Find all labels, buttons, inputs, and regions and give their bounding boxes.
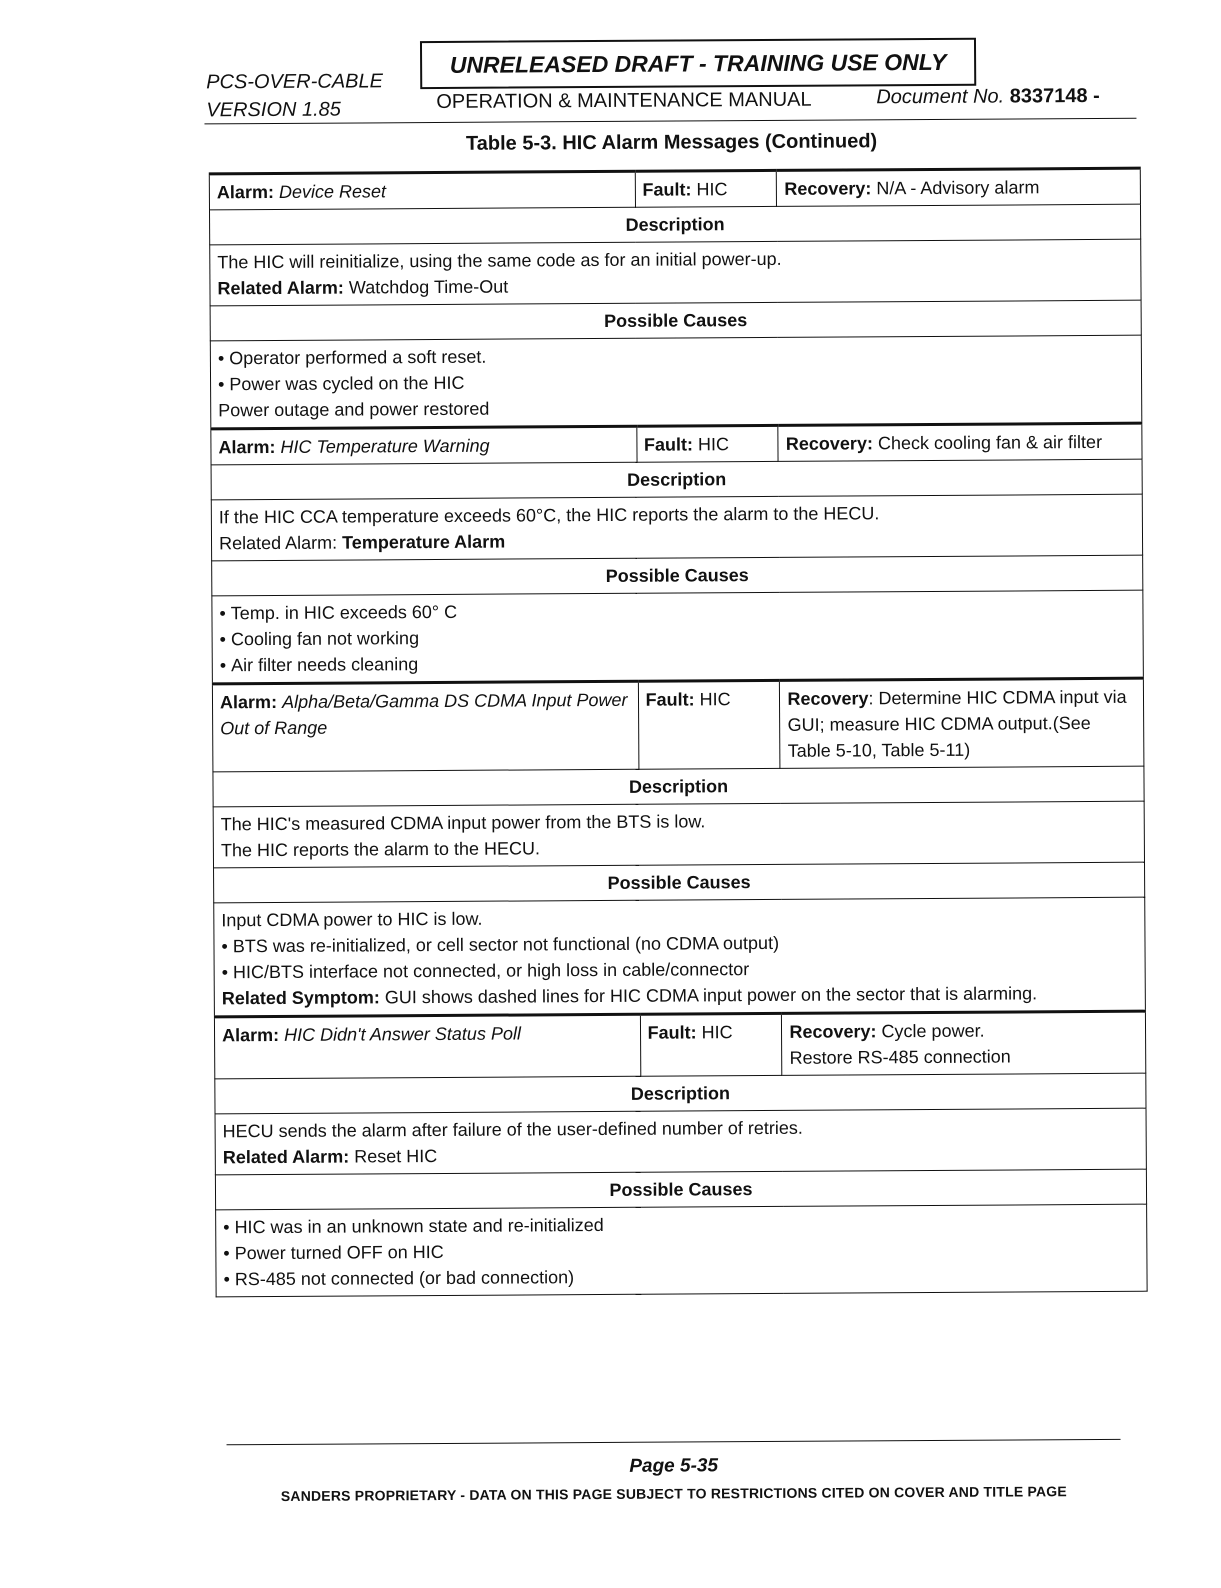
related-alarm-value: Watchdog Time-Out — [348, 276, 509, 298]
fault-value: HIC — [701, 1022, 733, 1043]
description-heading: Description — [215, 1073, 1146, 1114]
alarm-name: Alpha/Beta/Gamma DS CDMA Input Power Out of Range — [220, 689, 628, 739]
product-identifier — [206, 67, 383, 124]
description-cell — [211, 494, 1142, 561]
description-row — [210, 239, 1141, 306]
cause-item: • HIC was in an unknown state and re-initialized — [223, 1209, 1139, 1241]
description-cell — [213, 801, 1144, 868]
description-row — [213, 801, 1144, 868]
description-heading: Description — [209, 204, 1140, 245]
recovery-value: N/A - Advisory alarm — [876, 177, 1040, 199]
cause-item: • Power turned OFF on HIC — [223, 1235, 1139, 1267]
fault-value: HIC — [697, 434, 730, 455]
recovery-cell — [778, 423, 1142, 461]
description-cell — [210, 239, 1141, 306]
alarm-row — [209, 168, 1140, 210]
alarm-row — [214, 1011, 1145, 1079]
cause-item: • Power was cycled on the HIC — [218, 366, 1134, 398]
causes-cell — [214, 897, 1146, 1017]
section-header — [213, 766, 1144, 807]
description-text: The HIC will reinitialize, using the same code as for an initial power-up. — [217, 248, 782, 273]
possible-causes-heading: Possible Causes — [214, 862, 1145, 903]
description-text: The HIC reports the alarm to the HECU. — [220, 838, 541, 861]
fault-value: HIC — [699, 689, 731, 710]
section-header — [211, 459, 1142, 500]
cause-item: • Air filter needs cleaning — [220, 647, 1136, 679]
fault-value: HIC — [696, 179, 728, 200]
page-number: Page 5-35 — [629, 1455, 719, 1477]
alarm-name: HIC Temperature Warning — [280, 435, 490, 457]
recovery-label: Recovery: — [785, 433, 873, 454]
possible-causes-heading: Possible Causes — [212, 555, 1143, 596]
alarm-name-cell — [212, 681, 638, 772]
related-alarm-value: Temperature Alarm — [342, 531, 506, 553]
related-symptom-value: GUI shows dashed lines for HIC CDMA input power on the sector that is alarming. — [384, 983, 1038, 1008]
document-number-value: 8337148 - — [1009, 84, 1100, 108]
fault-label: Fault: — [642, 179, 692, 200]
fault-cell — [638, 680, 780, 769]
related-symptom-label: Related Symptom: — [221, 987, 380, 1009]
possible-causes-heading: Possible Causes — [210, 300, 1141, 341]
related-alarm-value: Reset HIC — [354, 1146, 438, 1167]
proprietary-notice: SANDERS PROPRIETARY - DATA ON THIS PAGE SUBJECT TO RESTRICTIONS CITED ON COVER AND TITLE PAGE — [280, 1483, 1067, 1504]
manual-title: OPERATION & MAINTENANCE MANUAL — [436, 88, 812, 113]
recovery-label: Recovery: — [784, 178, 872, 199]
causes-row — [212, 590, 1144, 684]
related-alarm — [223, 1139, 1139, 1171]
description-text: The HIC's measured CDMA input power from the BTS is low. — [220, 811, 706, 835]
alarm-name-cell — [214, 1014, 640, 1079]
recovery-label: Recovery: — [789, 1021, 877, 1042]
description-cell — [215, 1108, 1146, 1175]
causes-cell — [210, 335, 1142, 429]
product-name: PCS-OVER-CABLE — [206, 70, 384, 94]
footer-divider — [227, 1439, 1121, 1445]
related-alarm-label: Related Alarm: — [218, 532, 338, 554]
description-row — [215, 1108, 1146, 1175]
cause-item: • RS-485 not connected (or bad connection) — [223, 1261, 1139, 1293]
cause-item: • BTS was re-initialized, or cell sector not functional (no CDMA output) — [221, 928, 1137, 960]
description-text: HECU sends the alarm after failure of the user-defined number of retries. — [222, 1117, 803, 1142]
causes-row — [214, 897, 1146, 1017]
draft-notice: UNRELEASED DRAFT - TRAINING USE ONLY — [420, 38, 976, 89]
alarm-name-cell — [211, 426, 637, 465]
alarm-row — [212, 678, 1144, 772]
alarm-label: Alarm: — [221, 1024, 280, 1046]
table-title: Table 5-3. HIC Alarm Messages (Continued) — [465, 130, 878, 155]
recovery-cell — [782, 1011, 1146, 1075]
related-alarm-label: Related Alarm: — [217, 277, 344, 299]
fault-label: Fault: — [645, 689, 695, 710]
cause-item: Power outage and power restored — [218, 398, 490, 421]
alarm-label: Alarm: — [216, 181, 274, 203]
document-number-label: Document No. — [876, 85, 1005, 109]
recovery-value: Check cooling fan & air filter — [877, 431, 1103, 454]
recovery-value: Cycle power. — [881, 1020, 985, 1042]
cause-intro: Input CDMA power to HIC is low. — [221, 908, 483, 931]
recovery-label: Recovery — [787, 688, 869, 709]
recovery-cell — [780, 678, 1144, 768]
cause-item: • Operator performed a soft reset. — [218, 340, 1134, 372]
cause-item: • Cooling fan not working — [220, 621, 1136, 653]
description-row — [211, 494, 1142, 561]
description-heading: Description — [213, 766, 1144, 807]
related-alarm-label: Related Alarm: — [222, 1146, 350, 1168]
cause-item: • Temp. in HIC exceeds 60° C — [219, 595, 1135, 627]
alarm-name: Device Reset — [278, 181, 387, 202]
description-heading: Description — [211, 459, 1142, 500]
alarm-row — [211, 423, 1142, 465]
possible-causes-heading: Possible Causes — [215, 1169, 1146, 1210]
alarm-name-cell — [209, 171, 635, 210]
recovery-value: : Determine HIC CDMA input via GUI; measure HIC CDMA output.(See Table 5-10, Table 5-11) — [787, 686, 1127, 761]
alarm-messages-table — [209, 167, 1148, 1298]
section-header — [214, 862, 1145, 903]
alarm-name: HIC Didn't Answer Status Poll — [284, 1023, 521, 1045]
causes-cell — [216, 1204, 1148, 1297]
causes-row — [216, 1204, 1148, 1297]
cause-item: • HIC/BTS interface not connected, or high loss in cable/connector — [222, 954, 1138, 986]
recovery-cell — [777, 168, 1141, 206]
section-header — [212, 555, 1143, 596]
alarm-label: Alarm: — [218, 436, 276, 458]
recovery-value: Restore RS-485 connection — [789, 1046, 1011, 1068]
fault-cell — [640, 1013, 782, 1076]
document-number — [876, 85, 1100, 109]
section-header — [215, 1169, 1146, 1210]
fault-label: Fault: — [647, 1022, 697, 1043]
description-text: If the HIC CCA temperature exceeds 60°C, the HIC reports the alarm to the HECU. — [218, 503, 880, 528]
related-symptom — [222, 980, 1138, 1012]
fault-label: Fault: — [643, 434, 694, 455]
section-header — [210, 300, 1141, 341]
alarm-label: Alarm: — [219, 691, 278, 713]
related-alarm — [217, 270, 1133, 302]
product-version: VERSION 1.85 — [206, 98, 341, 122]
causes-row — [210, 335, 1142, 429]
related-alarm — [219, 525, 1135, 557]
fault-cell — [635, 170, 777, 207]
section-header — [215, 1073, 1146, 1114]
fault-cell — [636, 425, 778, 462]
causes-cell — [212, 590, 1144, 684]
section-header — [209, 204, 1140, 245]
